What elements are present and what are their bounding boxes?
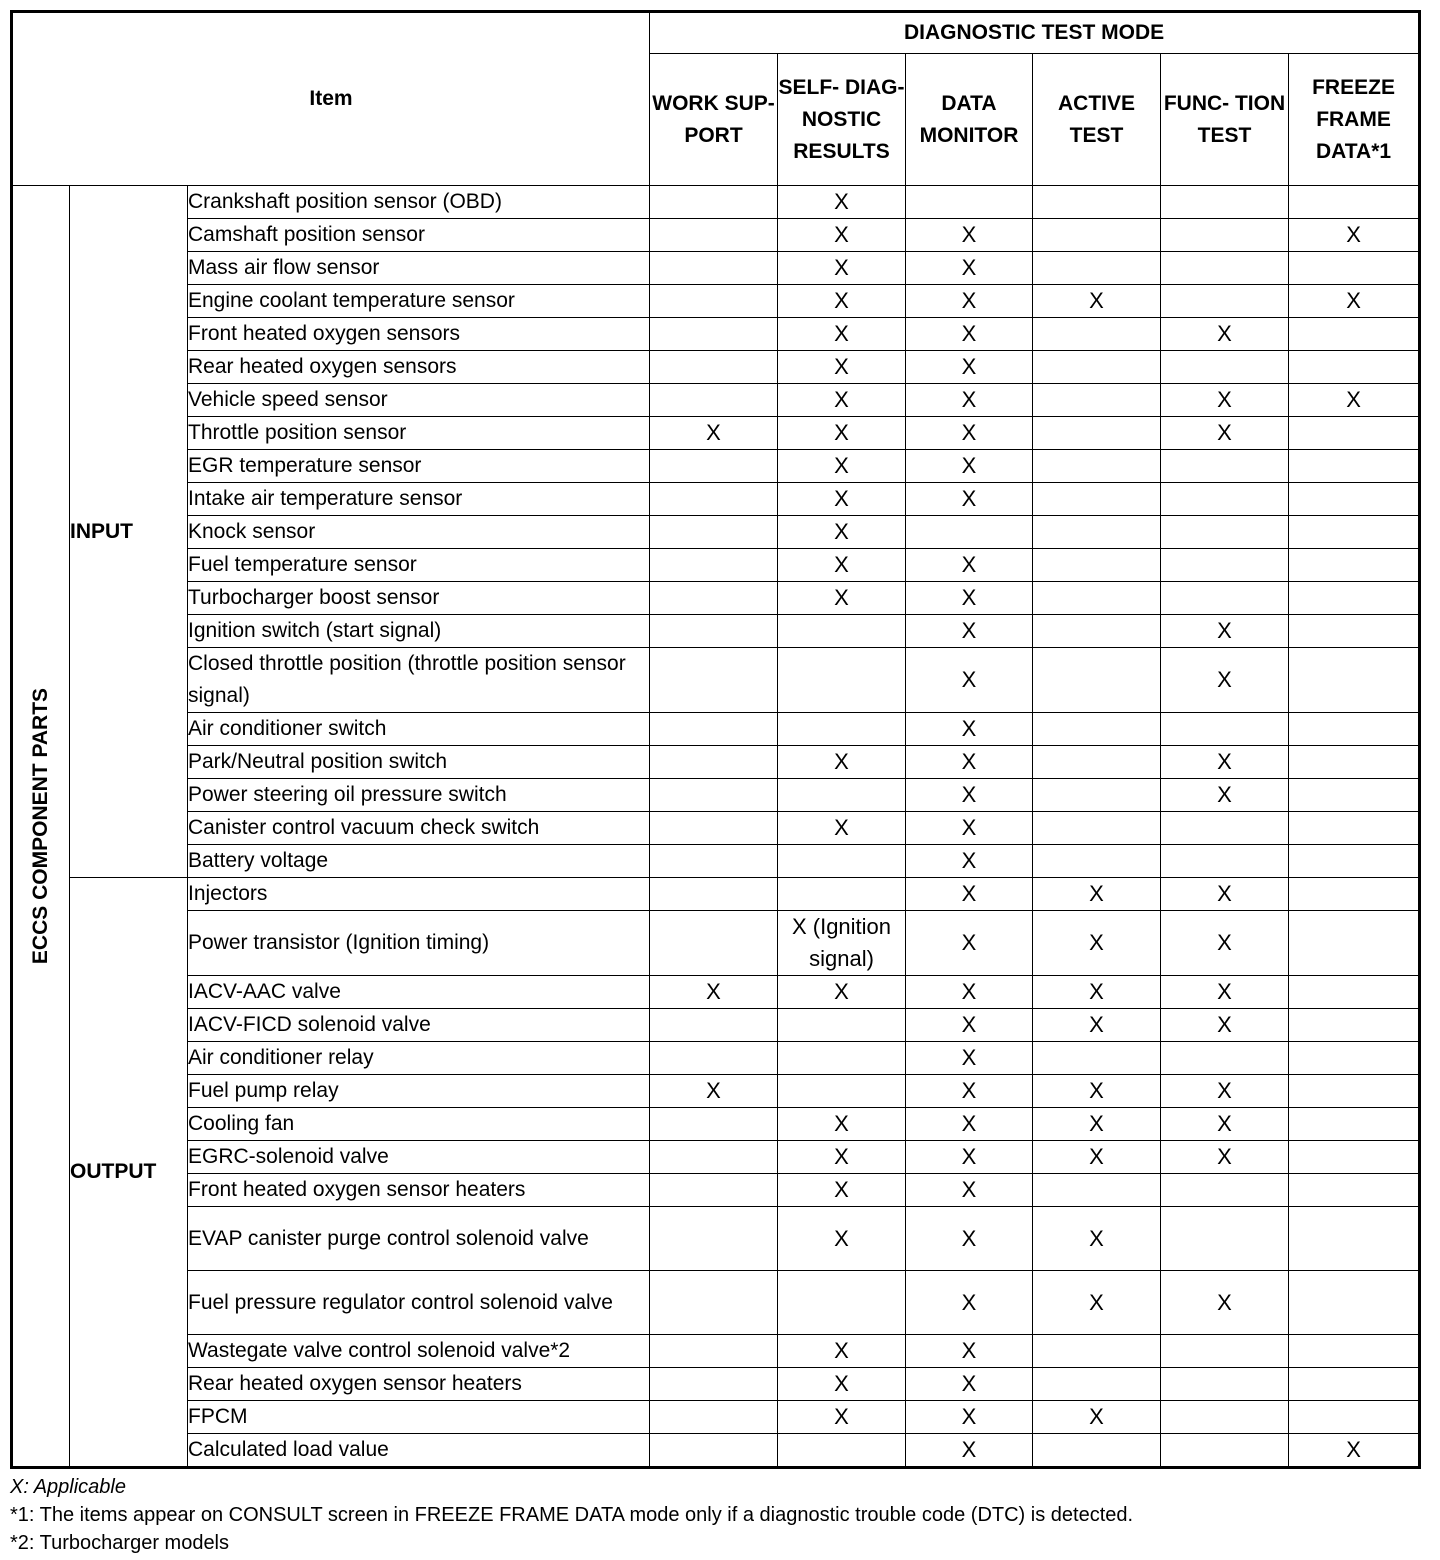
mark-cell [1033, 779, 1161, 812]
mark-cell: X [778, 285, 906, 318]
mark-cell [1289, 746, 1420, 779]
mark-cell: X [1161, 878, 1289, 911]
mark-cell [1033, 417, 1161, 450]
mark-cell: X [906, 1042, 1033, 1075]
mark-cell [650, 648, 778, 713]
mark-cell [650, 1368, 778, 1401]
mark-cell: X [1161, 1075, 1289, 1108]
mark-cell: X [906, 384, 1033, 417]
mark-cell [1289, 1401, 1420, 1434]
mark-cell [1033, 1335, 1161, 1368]
mark-cell [778, 1075, 906, 1108]
mark-cell [1161, 713, 1289, 746]
mark-cell [650, 615, 778, 648]
mark-cell [1289, 549, 1420, 582]
mark-cell [1289, 318, 1420, 351]
mark-cell: X [778, 549, 906, 582]
mark-cell [1289, 516, 1420, 549]
mark-cell [650, 779, 778, 812]
mark-cell: X [906, 911, 1033, 976]
table-row [12, 648, 1420, 713]
mark-cell [1289, 878, 1420, 911]
table-row [12, 384, 1420, 417]
table-row [12, 746, 1420, 779]
mark-cell [650, 219, 778, 252]
mark-cell: X [906, 845, 1033, 878]
mark-cell: X [906, 318, 1033, 351]
mark-cell [1033, 713, 1161, 746]
mark-cell [1289, 1368, 1420, 1401]
mark-cell [1161, 549, 1289, 582]
table-row [12, 1009, 1420, 1042]
mark-cell [1289, 483, 1420, 516]
table-row [12, 1368, 1420, 1401]
mark-cell: X [778, 351, 906, 384]
table-row [12, 1174, 1420, 1207]
table-row [12, 1401, 1420, 1434]
mark-cell [650, 911, 778, 976]
column-header-self-diagnostic-results: SELF- DIAG- NOSTIC RESULTS [778, 54, 906, 186]
mark-cell [650, 450, 778, 483]
mark-cell [1161, 1434, 1289, 1468]
mark-cell: X [778, 976, 906, 1009]
mark-cell: X [1033, 878, 1161, 911]
mark-cell: X [1161, 911, 1289, 976]
mark-cell [778, 878, 906, 911]
mark-cell: X [1161, 417, 1289, 450]
item-name-cell: Front heated oxygen sensors [188, 318, 650, 351]
mark-cell [778, 1271, 906, 1335]
mark-cell: X [1033, 1207, 1161, 1271]
mark-cell [1161, 483, 1289, 516]
item-name-cell: Wastegate valve control solenoid valve*2 [188, 1335, 650, 1368]
column-header-data-monitor: DATA MONITOR [906, 54, 1033, 186]
mark-cell: X [1161, 648, 1289, 713]
mark-cell [1161, 582, 1289, 615]
mark-cell [1289, 713, 1420, 746]
mark-cell: X [1289, 1434, 1420, 1468]
mark-cell: X [1033, 1141, 1161, 1174]
mark-cell: X [906, 252, 1033, 285]
mark-cell: X [778, 417, 906, 450]
table-row [12, 483, 1420, 516]
table-row [12, 1075, 1420, 1108]
mark-cell: X [1161, 1271, 1289, 1335]
mark-cell: X [778, 384, 906, 417]
item-name-cell: IACV-AAC valve [188, 976, 650, 1009]
mark-cell [1289, 1335, 1420, 1368]
mark-cell [1033, 450, 1161, 483]
mark-cell [1033, 1174, 1161, 1207]
table-row [12, 713, 1420, 746]
mark-cell: X [906, 1207, 1033, 1271]
item-name-cell: FPCM [188, 1401, 650, 1434]
table-row [12, 1434, 1420, 1468]
mark-cell: X [906, 417, 1033, 450]
mark-cell: X [906, 878, 1033, 911]
column-header-function-test: FUNC- TION TEST [1161, 54, 1289, 186]
mark-cell: X [906, 582, 1033, 615]
item-name-cell: Fuel pump relay [188, 1075, 650, 1108]
mark-cell: X [1161, 1108, 1289, 1141]
mark-cell [1289, 1207, 1420, 1271]
item-name-cell: Park/Neutral position switch [188, 746, 650, 779]
item-name-cell: Injectors [188, 878, 650, 911]
item-name-cell: Turbocharger boost sensor [188, 582, 650, 615]
mark-cell: X [906, 1108, 1033, 1141]
table-row [12, 186, 1420, 219]
item-name-cell: Crankshaft position sensor (OBD) [188, 186, 650, 219]
mark-cell [906, 186, 1033, 219]
mark-cell: X [906, 450, 1033, 483]
mark-cell [778, 779, 906, 812]
mark-cell [1033, 812, 1161, 845]
mark-cell [650, 483, 778, 516]
mark-cell: X [778, 186, 906, 219]
mark-cell [1033, 615, 1161, 648]
mark-cell: X [906, 812, 1033, 845]
mark-cell [1161, 845, 1289, 878]
table-row [12, 219, 1420, 252]
item-name-cell: Air conditioner switch [188, 713, 650, 746]
item-name-cell: Closed throttle position (throttle position sensor signal) [188, 648, 650, 713]
item-name-cell: Air conditioner relay [188, 1042, 650, 1075]
mark-cell: X [906, 351, 1033, 384]
table-row [12, 1042, 1420, 1075]
item-name-cell: Engine coolant temperature sensor [188, 285, 650, 318]
mark-cell [1289, 1271, 1420, 1335]
mark-cell: X [778, 252, 906, 285]
mark-cell [650, 285, 778, 318]
mark-cell [1289, 1075, 1420, 1108]
mark-cell: X [1161, 384, 1289, 417]
mark-cell: X [778, 812, 906, 845]
mark-cell [650, 549, 778, 582]
mark-cell [1161, 219, 1289, 252]
mark-cell: X [906, 615, 1033, 648]
mark-cell [650, 746, 778, 779]
item-name-cell: Rear heated oxygen sensors [188, 351, 650, 384]
mark-cell [1161, 1042, 1289, 1075]
item-name-cell: IACV-FICD solenoid valve [188, 1009, 650, 1042]
mark-cell [1033, 746, 1161, 779]
mark-cell: X [778, 318, 906, 351]
item-name-cell: Battery voltage [188, 845, 650, 878]
mark-cell [1289, 351, 1420, 384]
table-row [12, 450, 1420, 483]
mark-cell: X [906, 713, 1033, 746]
mark-cell: X [906, 1335, 1033, 1368]
table-row [12, 351, 1420, 384]
item-name-cell: Knock sensor [188, 516, 650, 549]
mark-cell [1033, 845, 1161, 878]
mark-cell [1033, 186, 1161, 219]
main-category-cell [12, 186, 70, 1468]
mark-cell: X [778, 1108, 906, 1141]
mark-cell [1033, 351, 1161, 384]
mark-cell [650, 1042, 778, 1075]
mark-cell: X [1289, 219, 1420, 252]
footnote-2: *2: Turbocharger models [10, 1532, 230, 1554]
table-row [12, 252, 1420, 285]
table-row [12, 285, 1420, 318]
table-row [12, 615, 1420, 648]
mark-cell [1289, 417, 1420, 450]
mark-cell: X [650, 1075, 778, 1108]
column-header-work-support: WORK SUP- PORT [650, 54, 778, 186]
mark-cell: X [778, 1401, 906, 1434]
mark-cell [1289, 1042, 1420, 1075]
item-name-cell: EGR temperature sensor [188, 450, 650, 483]
table-row [12, 549, 1420, 582]
item-name-cell: EGRC-solenoid valve [188, 1141, 650, 1174]
mark-cell [1161, 351, 1289, 384]
item-name-cell: Ignition switch (start signal) [188, 615, 650, 648]
main-category-label: ECCS COMPONENT PARTS [29, 687, 52, 965]
mark-cell: X [906, 483, 1033, 516]
mark-cell [1033, 384, 1161, 417]
item-name-cell: Power steering oil pressure switch [188, 779, 650, 812]
mark-cell [650, 351, 778, 384]
mark-cell [650, 516, 778, 549]
item-name-cell: Throttle position sensor [188, 417, 650, 450]
mark-cell [650, 1009, 778, 1042]
item-name-cell: Mass air flow sensor [188, 252, 650, 285]
mark-cell [1289, 252, 1420, 285]
mark-cell [1033, 483, 1161, 516]
footnotes [10, 1473, 1430, 1557]
column-header-freeze-frame-data: FREEZE FRAME DATA*1 [1289, 54, 1420, 186]
mark-cell [778, 1042, 906, 1075]
section-label-output: OUTPUT [70, 878, 188, 1468]
mark-cell [650, 713, 778, 746]
mark-cell [1161, 252, 1289, 285]
mark-cell: X [906, 219, 1033, 252]
legend-note: X: Applicable [10, 1476, 126, 1498]
mark-cell: X [906, 1434, 1033, 1468]
mark-cell: X [650, 976, 778, 1009]
item-name-cell: Power transistor (Ignition timing) [188, 911, 650, 976]
table-row [12, 417, 1420, 450]
mark-cell: X [906, 648, 1033, 713]
table-row [12, 1271, 1420, 1335]
mark-cell [778, 615, 906, 648]
mark-cell: X [906, 976, 1033, 1009]
item-name-cell: Vehicle speed sensor [188, 384, 650, 417]
mark-cell [1033, 516, 1161, 549]
section-label-input: INPUT [70, 186, 188, 878]
mark-cell [1033, 648, 1161, 713]
footnote-1: *1: The items appear on CONSULT screen in FREEZE FRAME DATA mode only if a diagnostic trouble code (DTC) is detected. [10, 1504, 1134, 1526]
mark-cell: X [1033, 976, 1161, 1009]
item-name-cell: Rear heated oxygen sensor heaters [188, 1368, 650, 1401]
mark-cell [1033, 1434, 1161, 1468]
mark-cell [1289, 1141, 1420, 1174]
mark-cell [1289, 1108, 1420, 1141]
table-row [12, 779, 1420, 812]
mark-cell [650, 1174, 778, 1207]
item-name-cell: Front heated oxygen sensor heaters [188, 1174, 650, 1207]
mark-cell: X [906, 779, 1033, 812]
table-row [12, 911, 1420, 976]
item-name-cell: Fuel pressure regulator control solenoid valve [188, 1271, 650, 1335]
mark-cell: X [1033, 1009, 1161, 1042]
mark-cell: X [1161, 615, 1289, 648]
mark-cell [906, 516, 1033, 549]
mark-cell [1033, 582, 1161, 615]
mark-cell [778, 1009, 906, 1042]
item-name-cell: Cooling fan [188, 1108, 650, 1141]
mark-cell [650, 1108, 778, 1141]
mark-cell [650, 1434, 778, 1468]
mark-cell [778, 845, 906, 878]
mark-cell [1289, 1009, 1420, 1042]
mark-cell [1289, 615, 1420, 648]
mark-cell: X [906, 1401, 1033, 1434]
mark-cell [1161, 1335, 1289, 1368]
mark-cell: X [778, 516, 906, 549]
mark-cell [1161, 1207, 1289, 1271]
mark-cell: X [778, 1368, 906, 1401]
mark-cell [1161, 1174, 1289, 1207]
mark-cell: X [1161, 318, 1289, 351]
mark-cell [1289, 779, 1420, 812]
mark-cell: X [1033, 911, 1161, 976]
item-name-cell: Calculated load value [188, 1434, 650, 1468]
item-name-cell: EVAP canister purge control solenoid valve [188, 1207, 650, 1271]
mark-cell [1289, 812, 1420, 845]
item-name-cell: Canister control vacuum check switch [188, 812, 650, 845]
table-row [12, 582, 1420, 615]
mark-cell [778, 713, 906, 746]
table-row [12, 812, 1420, 845]
mark-cell: X [906, 549, 1033, 582]
mark-cell [1289, 845, 1420, 878]
table-row [12, 1108, 1420, 1141]
mark-cell: X [778, 1335, 906, 1368]
mark-cell: X [778, 483, 906, 516]
mark-cell [1289, 1174, 1420, 1207]
mark-cell: X [1033, 1108, 1161, 1141]
mark-cell [1161, 1368, 1289, 1401]
mark-cell [1161, 285, 1289, 318]
mark-cell [1161, 450, 1289, 483]
mark-cell [1033, 1368, 1161, 1401]
mark-cell [1161, 516, 1289, 549]
mark-cell [1161, 1401, 1289, 1434]
table-row [12, 1335, 1420, 1368]
diagnostic-test-mode-header: DIAGNOSTIC TEST MODE [650, 12, 1420, 54]
mark-cell [650, 318, 778, 351]
mark-cell [650, 1207, 778, 1271]
mark-cell: X [906, 1368, 1033, 1401]
mark-cell: X [778, 1207, 906, 1271]
mark-cell [650, 186, 778, 219]
mark-cell: X [1161, 1009, 1289, 1042]
mark-cell: X [906, 1174, 1033, 1207]
item-name-cell: Camshaft position sensor [188, 219, 650, 252]
table-row [12, 318, 1420, 351]
mark-cell [650, 1141, 778, 1174]
mark-cell: X [650, 417, 778, 450]
mark-cell: X [906, 1141, 1033, 1174]
table-row [12, 845, 1420, 878]
table-row [12, 878, 1420, 911]
mark-cell: X [1289, 285, 1420, 318]
mark-cell [1033, 219, 1161, 252]
mark-cell [1289, 976, 1420, 1009]
mark-cell [650, 1335, 778, 1368]
item-name-cell: Intake air temperature sensor [188, 483, 650, 516]
mark-cell: X [906, 746, 1033, 779]
mark-cell [1289, 648, 1420, 713]
mark-cell: X [906, 1271, 1033, 1335]
mark-cell [1289, 186, 1420, 219]
mark-cell [650, 878, 778, 911]
column-header-active-test: ACTIVE TEST [1033, 54, 1161, 186]
mark-cell [1289, 450, 1420, 483]
mark-cell [1033, 252, 1161, 285]
mark-cell [1289, 582, 1420, 615]
mark-cell [1033, 1042, 1161, 1075]
mark-cell [650, 582, 778, 615]
mark-cell: X [1161, 1141, 1289, 1174]
mark-cell: X [1289, 384, 1420, 417]
mark-cell: X [1033, 1401, 1161, 1434]
mark-cell: X [1161, 976, 1289, 1009]
table-row [12, 516, 1420, 549]
mark-cell: X [906, 285, 1033, 318]
mark-cell: X (Ignition signal) [778, 911, 906, 976]
table-row [12, 1207, 1420, 1271]
mark-cell: X [1033, 1075, 1161, 1108]
mark-cell [650, 1401, 778, 1434]
mark-cell [1289, 911, 1420, 976]
mark-cell [650, 252, 778, 285]
mark-cell: X [778, 582, 906, 615]
table-body [12, 186, 1420, 1468]
mark-cell: X [778, 450, 906, 483]
mark-cell: X [778, 219, 906, 252]
mark-cell [778, 1434, 906, 1468]
mark-cell: X [906, 1009, 1033, 1042]
mark-cell [1161, 186, 1289, 219]
table-row [12, 1141, 1420, 1174]
mark-cell: X [778, 746, 906, 779]
diagnostic-test-mode-table [10, 10, 1421, 1469]
mark-cell: X [906, 1075, 1033, 1108]
item-name-cell: Fuel temperature sensor [188, 549, 650, 582]
mark-cell: X [778, 1141, 906, 1174]
mark-cell [1033, 549, 1161, 582]
mark-cell: X [1161, 746, 1289, 779]
table-row [12, 976, 1420, 1009]
mark-cell: X [778, 1174, 906, 1207]
mark-cell: X [1161, 779, 1289, 812]
mark-cell: X [1033, 285, 1161, 318]
mark-cell [778, 648, 906, 713]
mark-cell [1161, 812, 1289, 845]
mark-cell [650, 845, 778, 878]
mark-cell [650, 812, 778, 845]
mark-cell [1033, 318, 1161, 351]
mark-cell: X [1033, 1271, 1161, 1335]
mark-cell [650, 384, 778, 417]
item-header: Item [12, 12, 650, 186]
mark-cell [650, 1271, 778, 1335]
